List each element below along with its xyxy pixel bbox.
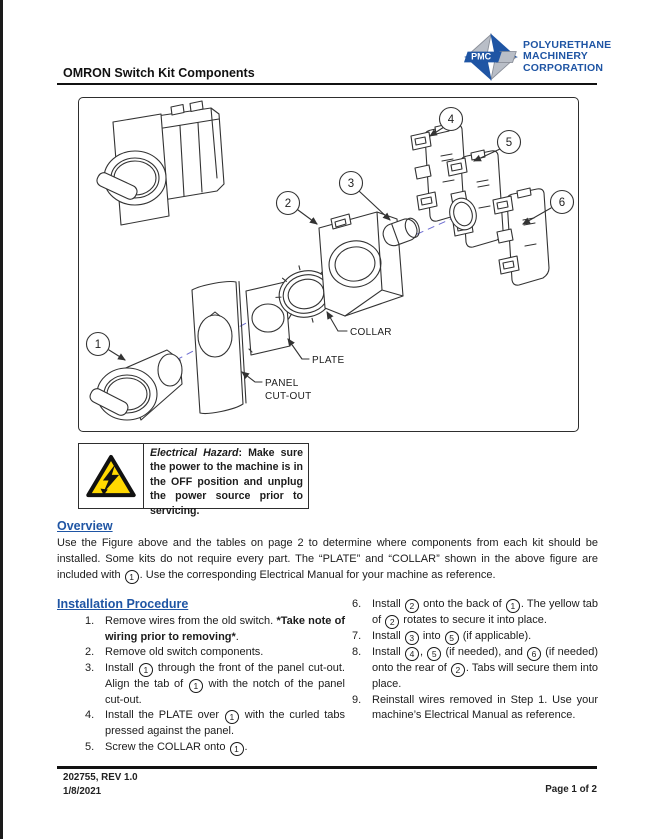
step-number: 6.	[352, 598, 362, 610]
callout-2-number: 2	[284, 198, 292, 210]
company-logo	[464, 33, 611, 81]
circled-number: 1	[230, 742, 244, 756]
electrical-hazard-warning	[78, 443, 309, 517]
procedure-step	[57, 708, 345, 740]
step-number: 1.	[85, 615, 95, 627]
overview-section	[57, 519, 598, 584]
hazard-icon-cell	[79, 444, 144, 508]
callout-5-number: 5	[505, 137, 513, 149]
procedure-steps-6-9	[352, 597, 598, 724]
panel-cutout-art	[192, 282, 246, 414]
circled-number: 2	[451, 663, 465, 677]
hazard-warning-text: Electrical Hazard: Make sure the power to the machine is in the OFF position and unplug the power source prior to servicing.	[150, 447, 303, 517]
procedure-step	[352, 645, 598, 693]
circled-number: 1	[189, 679, 203, 693]
step-text: Remove old switch components.	[105, 646, 264, 659]
doc-number-revision: 202755, REV 1.0	[63, 772, 138, 783]
circled-number: 1	[125, 570, 139, 584]
step-number: 4.	[85, 709, 95, 722]
procedure-step	[352, 693, 598, 724]
procedure-step	[352, 629, 598, 645]
part1-selector-knob-art	[88, 350, 182, 420]
company-name	[523, 40, 611, 75]
procedure-step	[57, 614, 345, 645]
part6-contact-block-art	[493, 188, 549, 285]
callout-6-number: 6	[558, 197, 566, 209]
step-text: Install 3 into 5 (if applicable).	[372, 630, 532, 643]
step-number: 9.	[352, 693, 362, 706]
installation-procedure-heading: Installation Procedure	[57, 597, 189, 611]
step-number: 5.	[85, 740, 95, 753]
circled-number: 1	[506, 599, 520, 613]
step-text: Install the PLATE over 1 with the curled tabs pressed against the panel.	[105, 709, 345, 738]
step-number: 3.	[85, 661, 95, 674]
doc-date: 1/8/2021	[63, 785, 102, 797]
part5-contact-block-art	[446, 150, 503, 247]
step-text: Install 2 onto the back of 1 . The yellow tab of 2 rotates to secure it into place.	[372, 598, 599, 627]
procedure-left-column	[57, 597, 345, 756]
plate-label: PLATE	[312, 355, 345, 366]
circled-number: 2	[405, 599, 419, 613]
procedure-step	[352, 597, 598, 629]
callout-4	[440, 108, 463, 131]
footer-divider	[57, 766, 597, 769]
pmc-diamond-logo-icon	[464, 33, 518, 81]
circled-number: 5	[445, 631, 459, 645]
exploded-view-figure	[78, 97, 579, 432]
procedure-steps-1-5	[57, 614, 345, 756]
electrical-hazard-icon	[85, 453, 137, 500]
page-number: Page 1 of 2	[545, 784, 597, 795]
exploded-view-drawing	[79, 98, 578, 431]
installation-procedure-section	[57, 597, 598, 756]
callout-1-number: 1	[94, 339, 102, 351]
callout-2	[277, 192, 300, 215]
overview-heading: Overview	[57, 519, 113, 533]
step-text: Install 4 , 5 (if needed), and 6 (if needed) onto the rear of 2 . Tabs will secure them into place.	[372, 646, 598, 690]
callout-3	[340, 172, 363, 195]
step-text: Screw the COLLAR onto 1 .	[105, 740, 248, 754]
circled-number: 6	[527, 647, 541, 661]
step-text: Remove wires from the old switch. *Take note of wiring prior to removing*.	[105, 615, 345, 643]
callout-4-number: 4	[447, 114, 455, 126]
company-name-line: POLYURETHANE	[523, 38, 612, 51]
step-number: 7.	[352, 630, 362, 642]
circled-number: 2	[385, 615, 399, 629]
circled-number: 1	[139, 663, 153, 677]
callout-3-number: 3	[347, 178, 355, 190]
logo-abbr: PMC	[471, 51, 492, 62]
overview-paragraph: Use the Figure above and the tables on page 2 to determine where components from each kit should be installed. Some kits do not require every part. The “PLATE” and “COLLAR” shown in the above figure are included with 1 . Use the corresponding Electrical Manual for your machine as reference.	[57, 537, 598, 582]
company-name-line: MACHINERY	[523, 50, 588, 63]
circled-number: 5	[427, 647, 441, 661]
procedure-right-column	[352, 597, 598, 756]
panel-cutout-label-line1: PANEL	[265, 378, 299, 389]
step-text: Install 1 through the front of the panel cut-out. Align the tab of 1 with the notch of the panel cut-out.	[105, 661, 345, 706]
procedure-step	[57, 740, 345, 756]
circled-number: 4	[405, 647, 419, 661]
procedure-step	[57, 661, 345, 709]
assembled-switch-art	[95, 101, 224, 225]
header-divider	[57, 83, 597, 85]
company-name-line: CORPORATION	[523, 61, 604, 74]
callout-1	[87, 333, 110, 356]
step-text: Reinstall wires removed in Step 1. Use your machine’s Electrical Manual as reference.	[372, 693, 598, 722]
step-number: 2.	[85, 646, 95, 659]
callout-6	[551, 191, 574, 214]
collar-label: COLLAR	[350, 327, 392, 338]
circled-number: 1	[225, 710, 239, 724]
callout-5	[498, 131, 521, 154]
panel-cutout-label-line2: CUT-OUT	[265, 391, 312, 402]
page-title: OMRON Switch Kit Components	[63, 66, 255, 80]
page-left-edge	[0, 0, 3, 839]
procedure-step	[57, 645, 345, 661]
circled-number: 3	[405, 631, 419, 645]
step-number: 8.	[352, 646, 362, 658]
